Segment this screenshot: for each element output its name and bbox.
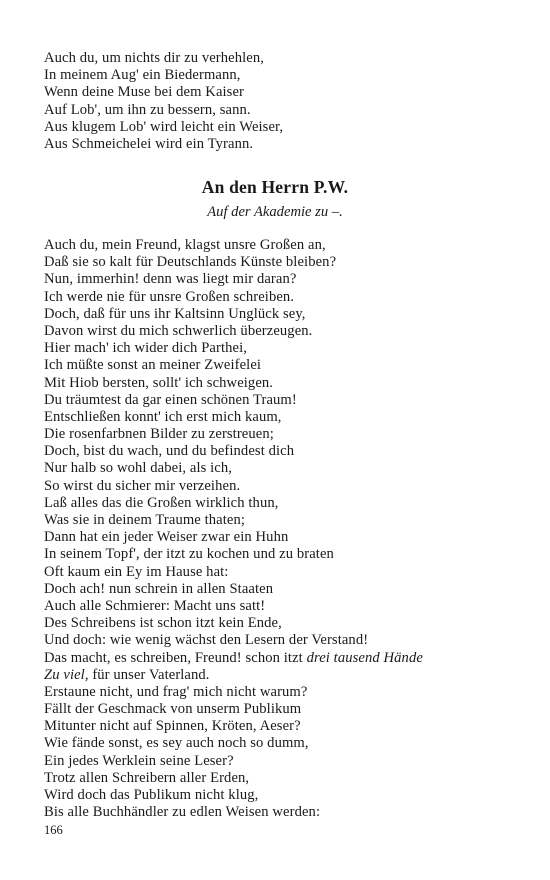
- verse-line: Wird doch das Publikum nicht klug,: [44, 787, 259, 803]
- poem-body: [44, 237, 514, 821]
- verse-line: Hier mach' ich wider dich Parthei,: [44, 340, 247, 357]
- verse-line: Laß alles das die Großen wirklich thun,: [44, 494, 279, 511]
- verse-line: Auf Lob', um ihn zu bessern, sann.: [44, 101, 251, 118]
- verse-line: Dann hat ein jeder Weiser zwar ein Huhn: [44, 529, 289, 546]
- verse-line: In meinem Aug' ein Biedermann,: [44, 67, 241, 84]
- verse-line: Ich müßte sonst an meiner Zweifelei: [44, 357, 262, 374]
- verse-line: Ein jedes Werklein seine Leser?: [44, 752, 234, 769]
- verse-line: In seinem Topf', der itzt zu kochen und zu braten: [44, 546, 334, 563]
- page-number: 166: [44, 823, 63, 837]
- verse-line: Aus Schmeichelei wird ein Tyrann.: [44, 135, 254, 152]
- verse-line: Was sie in deinem Traume thaten;: [44, 512, 246, 528]
- opening-stanza: [44, 50, 514, 153]
- verse-line: Davon wirst du mich schwerlich überzeugen.: [44, 322, 313, 339]
- verse-line: Doch ach! nun schrein in allen Staaten: [44, 580, 274, 597]
- verse-line: Wie fände sonst, es sey auch noch so dumm,: [44, 735, 309, 752]
- poem-subtitle: Auf der Akademie zu –.: [207, 204, 343, 220]
- emphasized-text: Zu viel,: [44, 666, 89, 683]
- verse-text: Das macht, es schreiben, Freund! schon itzt: [44, 649, 307, 666]
- verse-line: Auch du, mein Freund, klagst unsre Großen an,: [44, 237, 326, 253]
- verse-line: Fällt der Geschmack von unserm Publikum: [44, 701, 302, 718]
- verse-line: Ich werde nie für unsre Großen schreiben.: [44, 288, 295, 305]
- verse-line: Nur halb so wohl dabei, als ich,: [44, 460, 233, 477]
- emphasized-text: drei tausend Hände: [306, 649, 423, 666]
- verse-line: Daß sie so kalt für Deutschlands Künste bleiben?: [44, 254, 337, 271]
- verse-text: für unser Vaterland.: [88, 666, 210, 683]
- verse-line: [44, 650, 514, 667]
- verse-line: Mit Hiob bersten, sollt' ich schweigen.: [44, 374, 274, 391]
- verse-line: Du träumtest da gar einen schönen Traum!: [44, 391, 297, 408]
- verse-line: Doch, bist du wach, und du befindest dich: [44, 443, 295, 460]
- poem-title: An den Herrn P.W.: [201, 177, 349, 197]
- verse-line: Mitunter nicht auf Spinnen, Kröten, Aeser?: [44, 718, 301, 735]
- verse-line: Auch alle Schmierer: Macht uns satt!: [44, 597, 266, 614]
- verse-line: So wirst du sicher mir verzeihen.: [44, 477, 241, 494]
- verse-line: [44, 667, 514, 684]
- verse-line: Nun, immerhin! denn was liegt mir daran?: [44, 271, 297, 288]
- verse-line: Bis alle Buchhändler zu edlen Weisen werden:: [44, 804, 321, 821]
- verse-line: Trotz allen Schreibern aller Erden,: [44, 769, 250, 786]
- verse-line: Wenn deine Muse bei dem Kaiser: [44, 84, 244, 101]
- verse-line: Entschließen konnt' ich erst mich kaum,: [44, 408, 282, 425]
- verse-line: Doch, daß für uns ihr Kaltsinn Unglück sey,: [44, 305, 306, 322]
- verse-line: Erstaune nicht, und frag' mich nicht warum?: [44, 683, 308, 700]
- verse-line: Und doch: wie wenig wächst den Lesern der Verstand!: [44, 632, 369, 649]
- verse-line: Auch du, um nichts dir zu verhehlen,: [44, 50, 265, 66]
- verse-line: Oft kaum ein Ey im Hause hat:: [44, 563, 229, 580]
- verse-line: Die rosenfarbnen Bilder zu zerstreuen;: [44, 426, 274, 443]
- verse-line: Des Schreibens ist schon itzt kein Ende,: [44, 615, 282, 632]
- verse-line: Aus klugem Lob' wird leicht ein Weiser,: [44, 118, 284, 135]
